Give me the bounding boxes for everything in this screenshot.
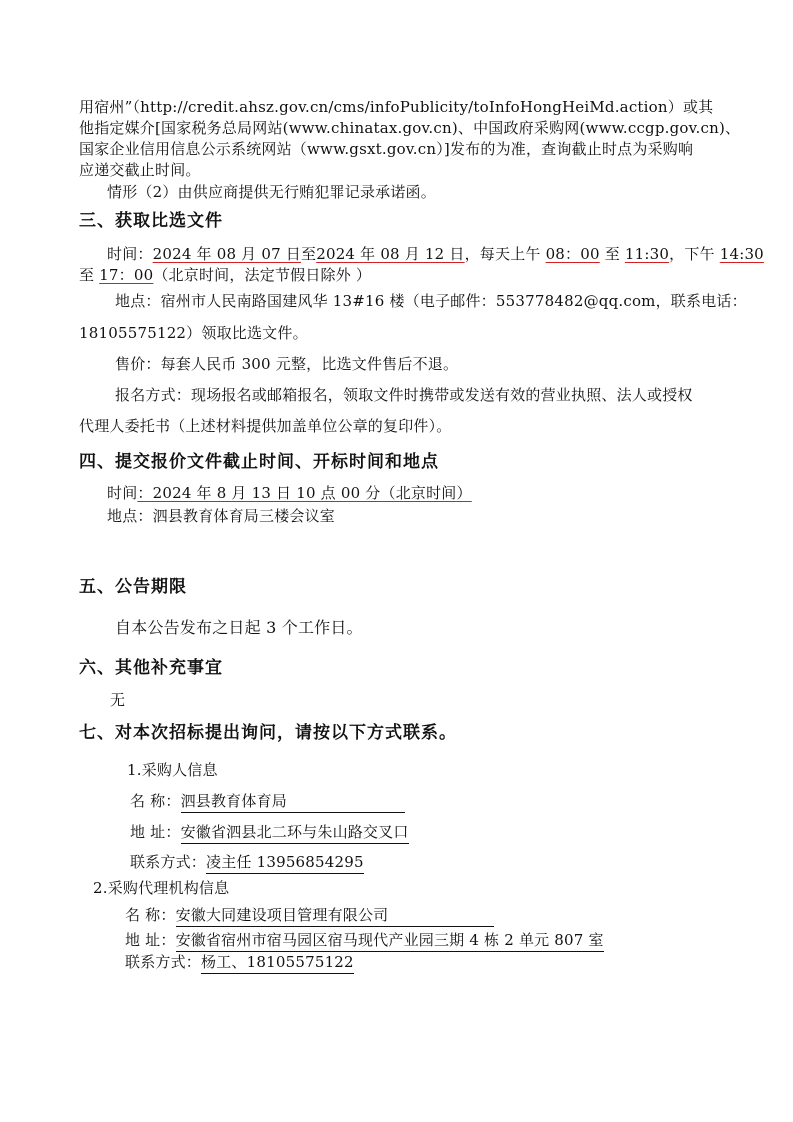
agency-title: 2.采购代理机构信息 [93,879,230,897]
to-text: 至 [599,245,625,263]
section-6-heading: 六、其他补充事宜 [79,658,223,678]
time-prefix: 时间： [107,245,153,263]
registration-line-2: 代理人委托书（上述材料提供加盖单位公章的复印件）。 [79,417,452,435]
purchaser-address-value: 安徽省泗县北二环与朱山路交叉口 [181,822,409,844]
end-date: 2024 年 08 月 12 日 [316,245,465,263]
agency-address-label: 地 址： [125,931,176,949]
price-line: 售价：每套人民币 300 元整，比选文件售后不退。 [115,355,459,373]
section-5-heading: 五、公告期限 [79,577,187,597]
announcement-period-text: 自本公告发布之日起 3 个工作日。 [115,618,363,637]
registration-line-1: 报名方式：现场报名或邮箱报名，领取文件时携带或发送有效的营业执照、法人或授权 [115,386,693,404]
agency-name-row [125,905,494,927]
pm-end-time: 17：00 [99,266,154,284]
time-note: （北京时间，法定节假日除外 ） [153,266,372,284]
section-7-heading: 七、对本次招标提出询问，请按以下方式联系。 [79,723,457,743]
start-date: 2024 年 08 月 07 日 [152,245,301,263]
bid-location-line: 地点：泗县教育体育局三楼会议室 [107,507,336,525]
to-text: 至 [301,245,317,263]
pm-label: ，下午 [669,245,720,263]
intro-line-3: 国家企业信用信息公示系统网站（www.gsxt.gov.cn）]发布的为准，查询截止时点为采购响 [79,140,694,158]
purchaser-address-label: 地 址： [130,823,181,841]
other-matters-text: 无 [110,691,126,709]
am-end-time: 11:30 [624,245,670,263]
bid-deadline-value: ：2024 年 8 月 13 日 10 点 00 分（北京时间） [137,484,472,502]
section-3-heading: 三、获取比选文件 [79,211,223,231]
intro-line-2: 他指定媒介[国家税务总局网站(www.chinatax.gov.cn)、中国政府采购网(www.ccgp.gov.cn)、 [79,119,741,137]
purchaser-name-label: 名 称： [130,792,181,810]
agency-contact-value: 杨工、18105575122 [201,952,354,974]
purchaser-contact-row [130,852,364,874]
agency-contact-label: 联系方式： [125,953,202,971]
agency-contact-row [125,952,354,974]
pm-start-time: 14:30 [719,245,764,263]
section-4-heading: 四、提交报价文件截止时间、开标时间和地点 [79,452,439,472]
agency-name-value: 安徽大同建设项目管理有限公司 [176,905,494,927]
intro-line-4: 应递交截止时间。 [79,161,201,179]
purchaser-title: 1.采购人信息 [127,761,218,779]
bid-deadline-line [107,483,472,503]
time-prefix: 时间 [107,484,138,502]
agency-address-row [125,930,604,952]
location-line-1: 地点：宿州市人民南路国建风华 13#16 楼（电子邮件：553778482@qq.com，联系电话： [115,292,747,310]
purchaser-name-row [130,791,405,813]
purchaser-contact-label: 联系方式： [130,853,207,871]
intro-line-1: 用宿州”（http://credit.ahsz.gov.cn/cms/infoPublicity/toInfoHongHeiMd.action）或其 [79,98,714,116]
purchaser-contact-value: 凌主任 13956854295 [206,852,364,874]
agency-name-label: 名 称： [125,906,176,924]
am-start-time: 08：00 [545,245,600,263]
purchaser-address-row [130,822,409,844]
agency-address-value: 安徽省宿州市宿马园区宿马现代产业园三期 4 栋 2 单元 807 室 [176,930,604,952]
acquisition-time-line-2 [79,265,371,285]
acquisition-time-line [107,244,764,264]
intro-line-5: 情形（2）由供应商提供无行贿犯罪记录承诺函。 [107,183,436,201]
location-line-2: 18105575122）领取比选文件。 [79,324,308,342]
to-text: 至 [79,266,100,284]
purchaser-name-value: 泗县教育体育局 [181,791,405,813]
daily-text: ，每天上午 [464,245,546,263]
